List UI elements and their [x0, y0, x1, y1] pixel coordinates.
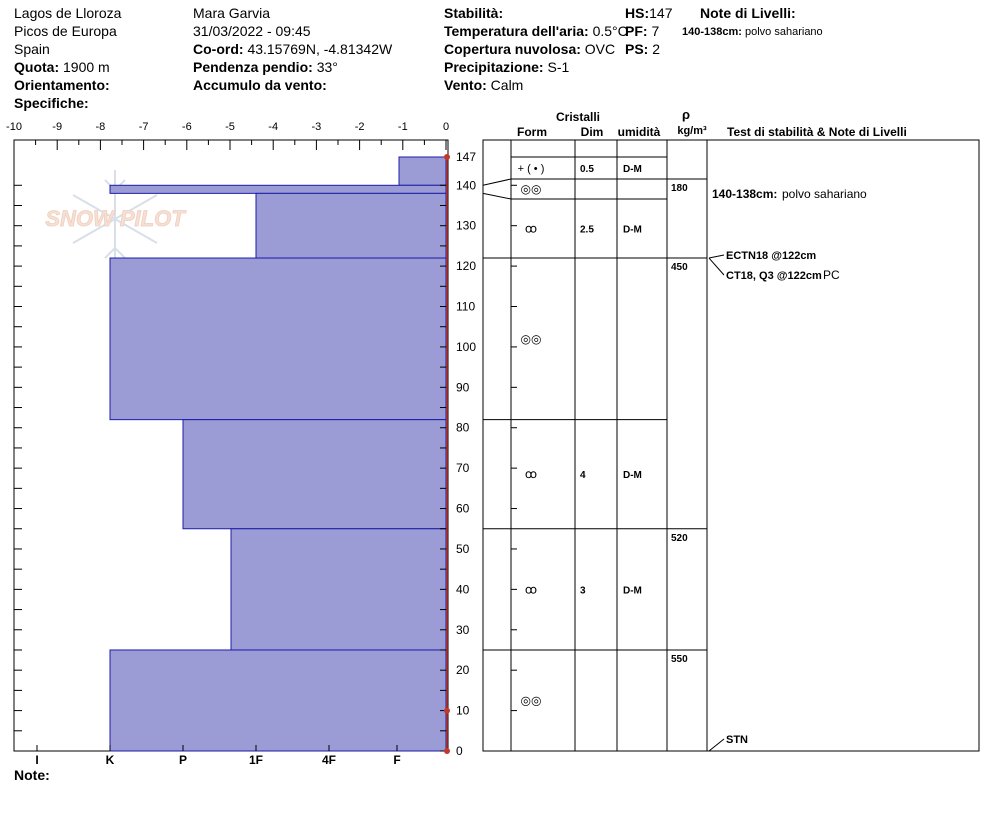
depth-tick-label: 40	[456, 582, 470, 597]
hardness-panel-frame	[14, 140, 448, 751]
snow-height	[625, 4, 672, 22]
stability-test: CT18, Q3 @122cm	[726, 270, 822, 282]
temp-tick-label: -3	[311, 121, 322, 133]
hardness-label: 4F	[321, 753, 337, 767]
moisture: D-M	[623, 470, 642, 482]
slope-value: 33°	[316, 59, 338, 75]
layer-note-text: polvo sahariano	[745, 26, 823, 38]
grain-size: 0.5	[580, 164, 594, 175]
country-name: Spain	[14, 41, 50, 57]
elevation	[14, 58, 110, 76]
header-form: Form	[517, 125, 547, 139]
note-label: Note:	[14, 767, 50, 783]
coord-value: 43.15769N, -4.81342W	[247, 41, 393, 57]
temp-tick-label: 0	[442, 121, 450, 133]
wind-label: Vento:	[444, 77, 487, 93]
hardness-bar	[256, 193, 446, 258]
depth-tick-label: 20	[456, 663, 470, 678]
hardness-label: P	[178, 753, 188, 767]
coord-label: Co-ord:	[193, 41, 244, 57]
grain-size: 4	[580, 470, 586, 482]
density-value: 180	[671, 183, 688, 194]
hs-label: HS:	[625, 5, 650, 21]
pf-value: 7	[651, 23, 660, 39]
grain-form: ꝏ	[524, 582, 538, 597]
elevation-label: Quota:	[14, 59, 60, 75]
header-size: Dim	[580, 125, 604, 139]
hardness-bar	[183, 420, 446, 529]
layer-notes-label: Note di Livelli:	[700, 5, 796, 21]
depth-tick-label: 140	[456, 178, 477, 193]
hardness-bar	[110, 258, 446, 420]
grain-form: ◎◎	[520, 331, 542, 346]
depth-tick-label: 10	[456, 703, 470, 718]
observation-datetime: 31/03/2022 - 09:45	[193, 23, 311, 39]
grain-size: 2.5	[580, 224, 594, 236]
specifics-label: Specifiche:	[14, 95, 89, 111]
watermark-text: SNOW PILOT	[45, 206, 185, 231]
grain-form: ꝏ	[524, 221, 538, 236]
foot-penetration	[625, 22, 659, 40]
air-temp-label: Temperatura dell'aria:	[444, 23, 589, 39]
precip-label: Precipitazione:	[444, 59, 544, 75]
temp-tick-label: -2	[354, 121, 365, 133]
grain-form: + ( • )	[517, 163, 545, 175]
grain-form: ◎◎	[520, 182, 542, 196]
temperature-point	[444, 748, 450, 754]
grain-size: 3	[580, 585, 586, 597]
depth-tick-label: 60	[456, 501, 470, 516]
elevation-value: 1900 m	[63, 59, 110, 75]
hardness-label: F	[393, 753, 401, 767]
aspect-label: Orientamento:	[14, 77, 110, 93]
layer-connector	[483, 193, 511, 199]
cloud-value: OVC	[584, 41, 616, 57]
header-rho: ρ	[681, 107, 691, 122]
hardness-label: I	[35, 753, 39, 767]
location-name: Lagos de Lloroza	[14, 5, 122, 21]
moisture: D-M	[623, 585, 642, 597]
temperature-point	[444, 708, 450, 714]
depth-tick-label: 120	[456, 259, 477, 274]
layer-connector	[483, 179, 511, 185]
layer-note	[682, 23, 823, 41]
snowflake-icon	[73, 170, 157, 268]
test-pointer	[709, 258, 724, 275]
hardness-bar	[110, 185, 446, 193]
depth-tick-label: 100	[456, 339, 477, 354]
cloud-label: Copertura nuvolosa:	[444, 41, 581, 57]
depth-tick-label: 90	[456, 380, 470, 395]
stability-label: Stabilità:	[444, 5, 504, 21]
hardness-bar	[110, 650, 446, 751]
depth-tick-label: 0	[456, 744, 463, 758]
coordinates	[193, 40, 392, 58]
hardness-label: K	[105, 753, 115, 767]
precipitation	[444, 58, 569, 76]
temp-tick-label: -4	[268, 121, 279, 133]
depth-tick-label: 130	[456, 218, 477, 233]
density-value: 520	[671, 532, 688, 544]
layer-note-depth-inline: 140-138cm:	[712, 187, 778, 201]
temp-tick-label: -9	[52, 121, 63, 133]
cloud-cover	[444, 40, 615, 58]
depth-tick-label: 80	[456, 420, 470, 435]
density-value: 450	[671, 262, 688, 274]
temp-tick-label: -8	[95, 121, 106, 133]
moisture: D-M	[623, 164, 642, 175]
ski-penetration	[625, 40, 660, 58]
density-value: 550	[671, 653, 688, 665]
test-pointer	[709, 739, 724, 751]
header-crystals: Cristalli	[555, 110, 601, 124]
hardness-bar	[399, 157, 446, 185]
wind	[444, 76, 523, 94]
slope-label: Pendenza pendio:	[193, 59, 313, 75]
temp-tick-label: -7	[138, 121, 149, 133]
snowpilot-watermark	[45, 170, 186, 268]
air-temperature	[444, 22, 628, 40]
grain-form: ꝏ	[524, 467, 538, 482]
grain-form: ◎◎	[520, 693, 542, 708]
header-density-unit: kg/m³	[677, 125, 707, 137]
temp-tick-label: -10	[6, 121, 22, 133]
pf-label: PF:	[625, 23, 648, 39]
fracture-character: PC	[823, 268, 840, 282]
header-tests: Test di stabilità & Note di Livelli	[727, 125, 907, 139]
temp-tick-label: -6	[181, 121, 192, 133]
wind-value: Calm	[490, 77, 524, 93]
depth-tick-label: 147	[456, 150, 477, 164]
crystal-table-frame	[483, 140, 979, 751]
temperature-point	[444, 154, 450, 160]
depth-tick-label: 50	[456, 541, 470, 556]
wind-load-label: Accumulo da vento:	[193, 77, 327, 93]
layer-note-depth: 140-138cm:	[682, 26, 742, 38]
depth-tick-label: 30	[456, 622, 470, 637]
depth-tick-label: 70	[456, 461, 470, 476]
moisture: D-M	[623, 224, 642, 236]
stability-test: STN	[726, 734, 748, 746]
hs-value: 147	[649, 5, 673, 21]
air-temp-value: 0.5°C	[592, 23, 628, 39]
hardness-label: 1F	[248, 753, 264, 767]
layer-note-text-inline: polvo sahariano	[782, 187, 867, 201]
observer-name: Mara Garvia	[193, 5, 271, 21]
temp-tick-label: -5	[225, 121, 235, 133]
header-moisture: umidità	[617, 125, 661, 139]
slope	[193, 58, 338, 76]
stability-test: ECTN18 @122cm	[726, 250, 817, 262]
region-name: Picos de Europa	[14, 23, 117, 39]
test-pointer	[709, 255, 724, 258]
ps-value: 2	[652, 41, 661, 57]
depth-tick-label: 110	[456, 299, 476, 314]
precip-value: S-1	[547, 59, 570, 75]
temp-tick-label: -1	[397, 121, 408, 133]
ps-label: PS:	[625, 41, 649, 57]
hardness-bar	[231, 529, 446, 650]
